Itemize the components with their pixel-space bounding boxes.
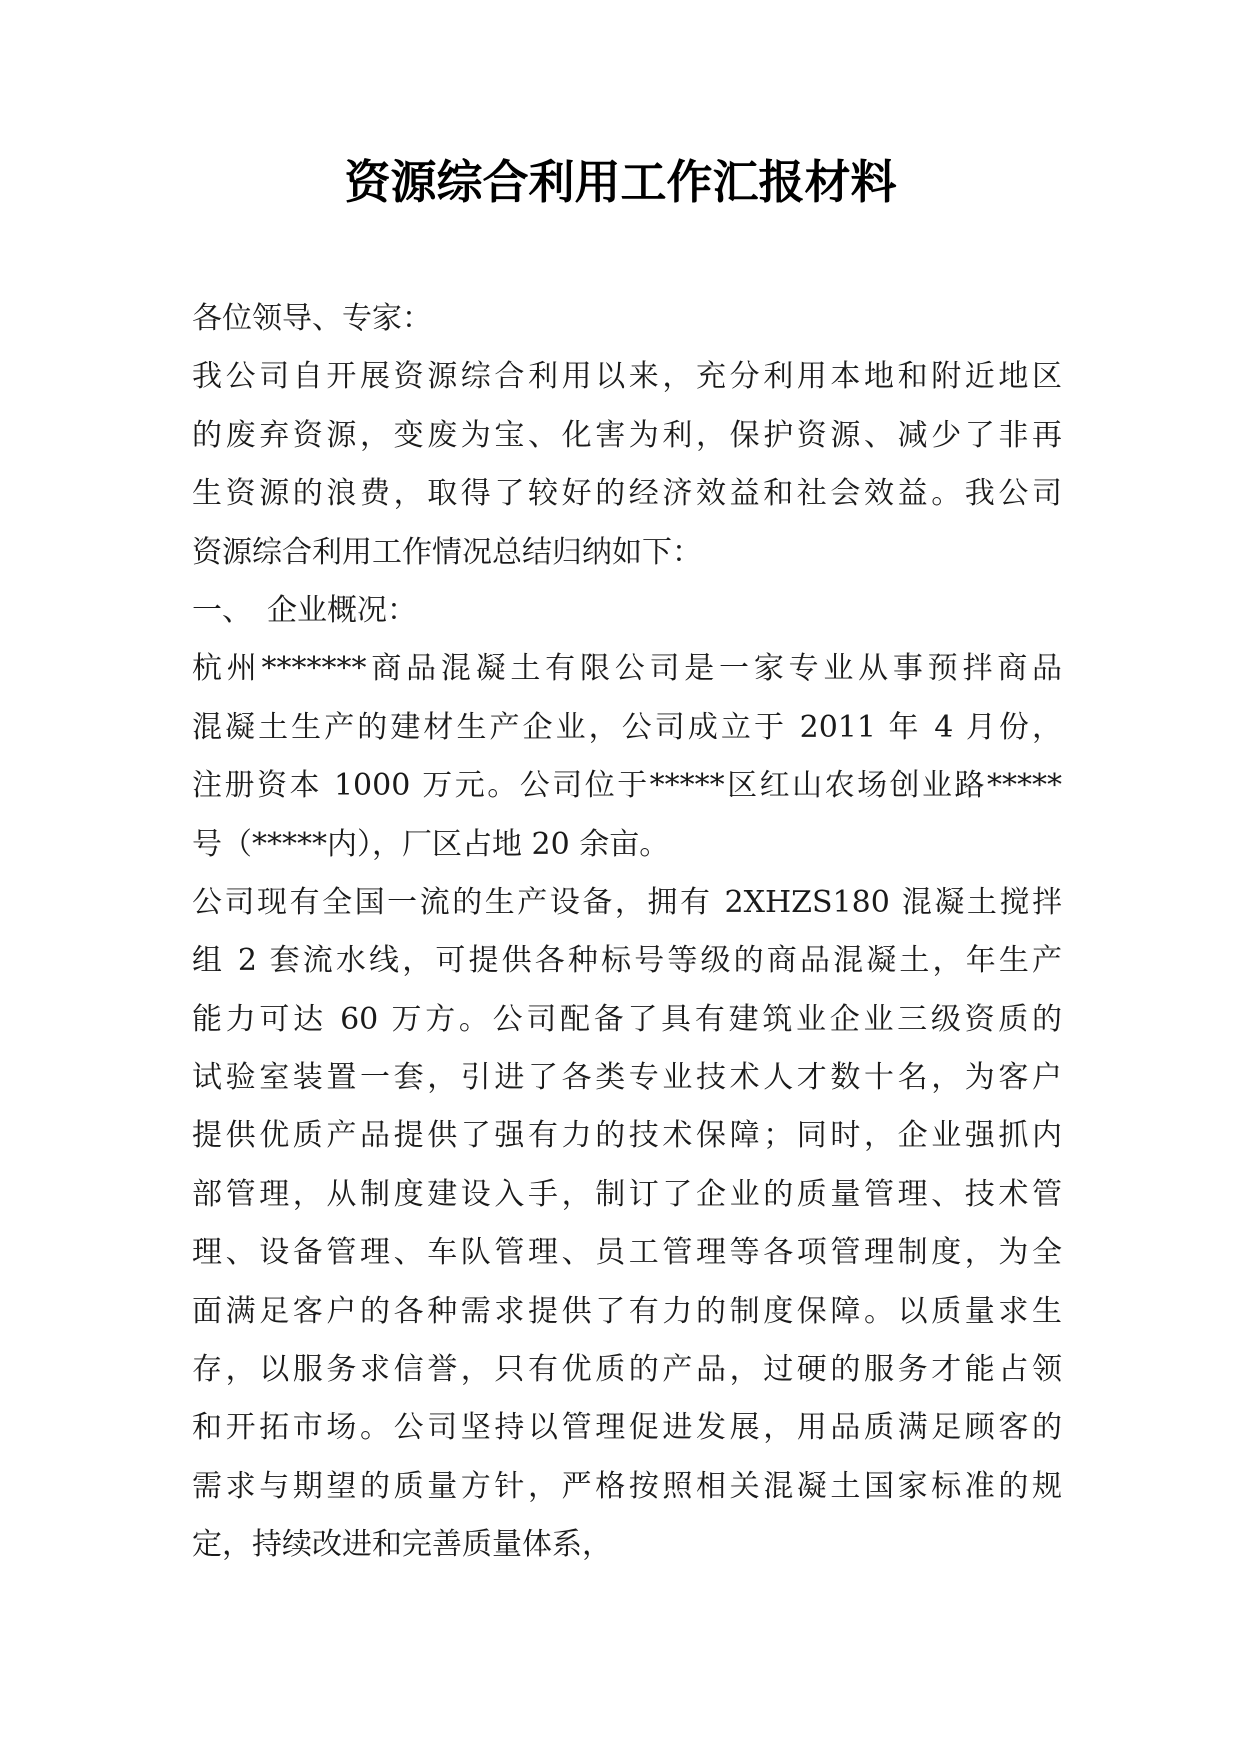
- body-line: 生资源的浪费，取得了较好的经济效益和社会效益。我公司: [192, 476, 1062, 512]
- body-line: 面满足客户的各种需求提供了有力的制度保障。以质量求生: [192, 1293, 1062, 1329]
- body-line: 注册资本 1000 万元。公司位于*****区红山农场创业路*****: [192, 768, 1062, 804]
- body-line: 提供优质产品提供了强有力的技术保障；同时，企业强抓内: [192, 1118, 1062, 1154]
- body-line: 杭州*******商品混凝土有限公司是一家专业从事预拌商品: [192, 651, 1062, 687]
- body-line: 能力可达 60 万方。公司配备了具有建筑业企业三级资质的: [192, 1001, 1062, 1037]
- section-heading: 一、 企业概况：: [192, 592, 417, 628]
- body-line: 试验室装置一套，引进了各类专业技术人才数十名，为客户: [192, 1060, 1062, 1096]
- body-line: 混凝土生产的建材生产企业，公司成立于 2011 年 4 月份，: [192, 709, 1062, 745]
- body-line: 我公司自开展资源综合利用以来，充分利用本地和附近地区: [192, 359, 1062, 395]
- body-line: 需求与期望的质量方针，严格按照相关混凝土国家标准的规: [192, 1468, 1062, 1504]
- body-line: 的废弃资源，变废为宝、化害为利，保护资源、减少了非再: [192, 417, 1062, 453]
- document-body: [192, 290, 1062, 1575]
- salutation-line: 各位领导、专家：: [192, 301, 432, 336]
- body-line: 存，以服务求信誉，只有优质的产品，过硬的服务才能占领: [192, 1352, 1062, 1388]
- body-line: 组 2 套流水线，可提供各种标号等级的商品混凝土，年生产: [192, 943, 1062, 979]
- body-line: 号（*****内），厂区占地 20 余亩。: [192, 826, 670, 862]
- body-line: 定，持续改进和完善质量体系，: [192, 1527, 612, 1563]
- body-line: 和开拓市场。公司坚持以管理促进发展，用品质满足顾客的: [192, 1410, 1062, 1446]
- body-line: 理、设备管理、车队管理、员工管理等各项管理制度，为全: [192, 1235, 1062, 1271]
- body-line: 部管理，从制度建设入手，制订了企业的质量管理、技术管: [192, 1176, 1062, 1212]
- body-line: 公司现有全国一流的生产设备，拥有 2XHZS180 混凝土搅拌: [192, 884, 1062, 920]
- document-title: 资源综合利用工作汇报材料: [344, 155, 897, 209]
- body-line: 资源综合利用工作情况总结归纳如下：: [192, 534, 702, 570]
